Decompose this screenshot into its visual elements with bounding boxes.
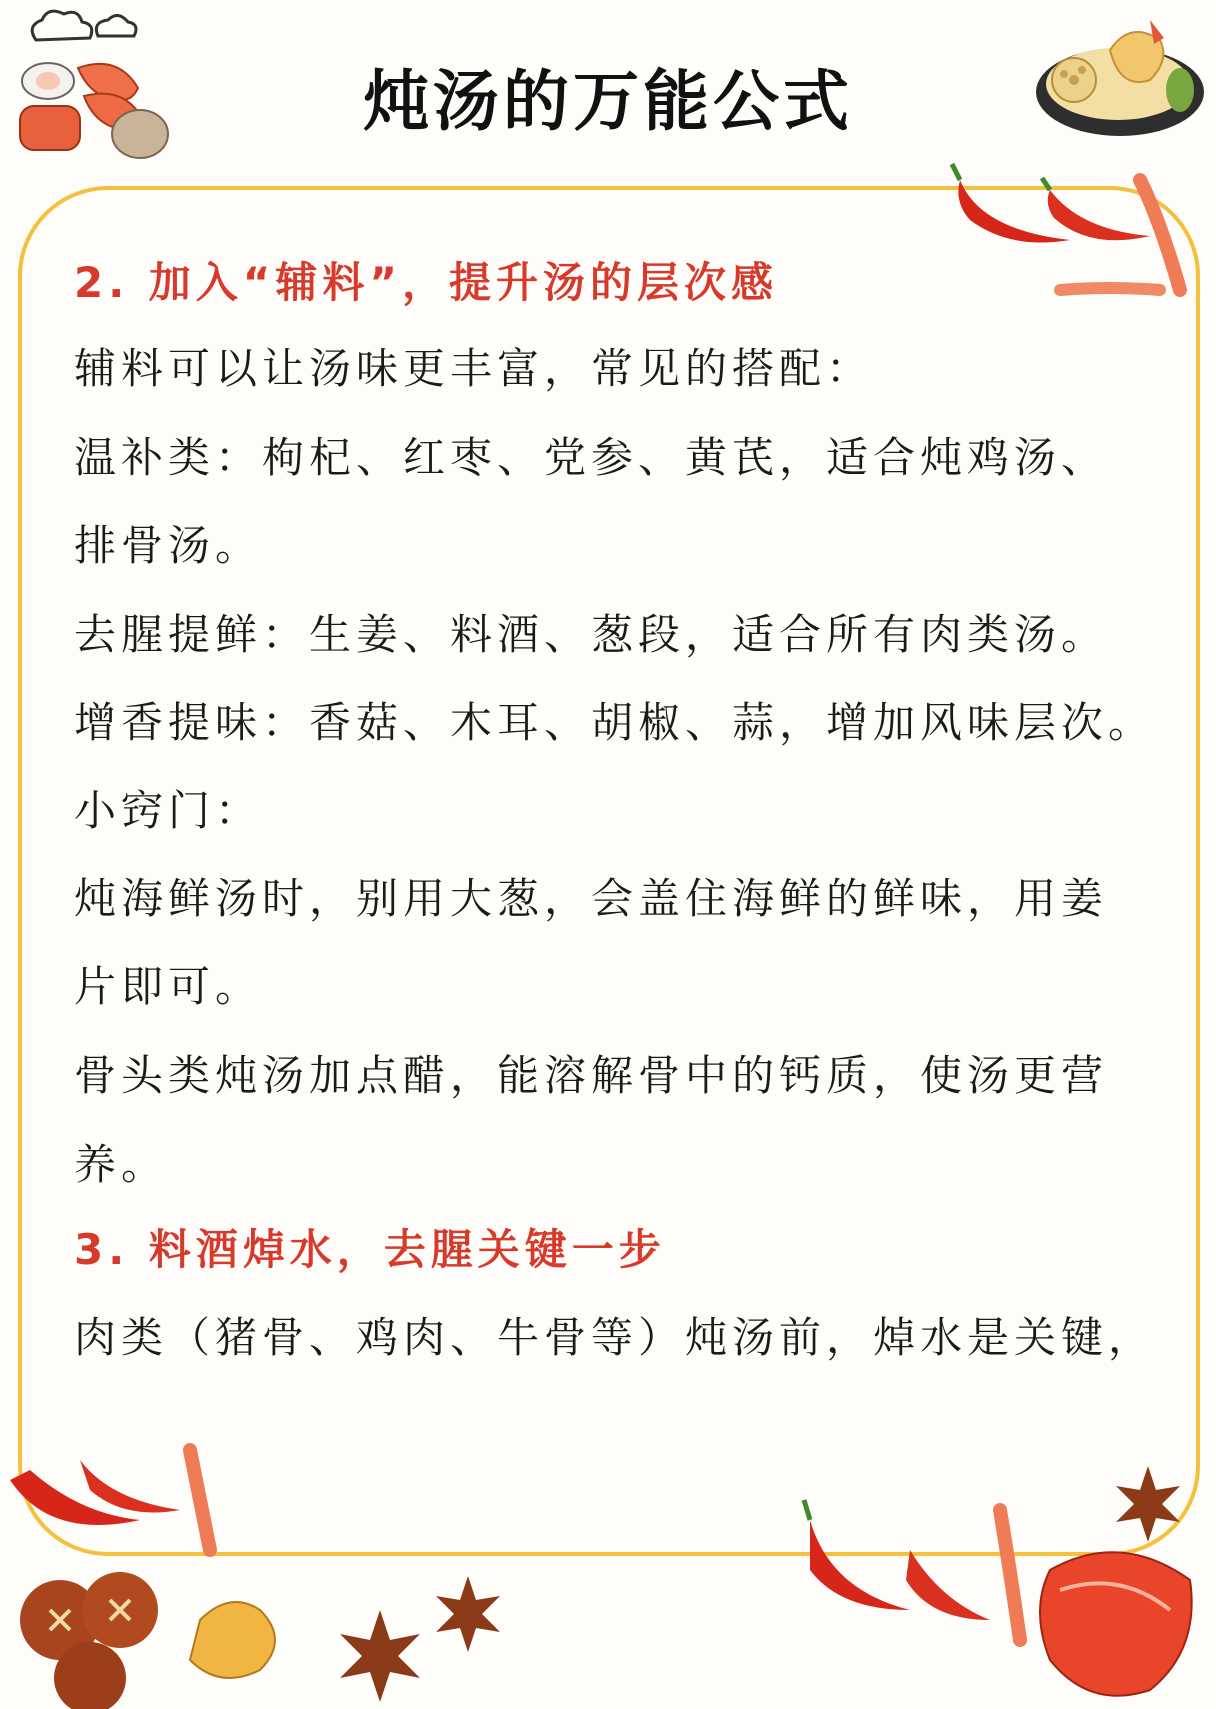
section-2-line: 增香提味：香菇、木耳、胡椒、蒜，增加风味层次。 xyxy=(74,698,1156,747)
section-3-line: 肉类（猪骨、鸡肉、牛骨等）炖汤前，焯水是关键， xyxy=(74,1313,1156,1362)
mushroom-ginger-illustration xyxy=(0,1560,520,1709)
section-2-line: 炖海鲜汤时，别用大葱，会盖住海鲜的鲜味，用姜 xyxy=(74,874,1109,923)
star-anise-icon xyxy=(340,1576,500,1702)
shrimp-chili-illustration xyxy=(800,1460,1216,1709)
section-2-line: 排骨汤。 xyxy=(74,521,263,570)
tempura-plate-illustration xyxy=(1030,10,1210,140)
section-2-heading: 2. 加入“辅料”，提升汤的层次感 xyxy=(74,258,779,307)
section-2-line: 温补类：枸杞、红枣、党参、黄芪，适合炖鸡汤、 xyxy=(74,433,1109,482)
chili-pepper-illustration xyxy=(940,160,1190,300)
section-3-heading: 3. 料酒焯水，去腥关键一步 xyxy=(74,1225,666,1274)
chili-pepper-illustration xyxy=(0,1440,220,1560)
page-title: 炖汤的万能公式 xyxy=(363,63,853,140)
section-2-line: 骨头类炖汤加点醋，能溶解骨中的钙质，使汤更营 xyxy=(74,1051,1109,1100)
cloud-doodle xyxy=(32,11,136,40)
section-2-line: 养。 xyxy=(74,1140,169,1189)
star-anise-icon xyxy=(1116,1466,1180,1542)
section-2-line: 辅料可以让汤味更丰富，常见的搭配： xyxy=(74,344,874,393)
section-2-line: 片即可。 xyxy=(74,962,263,1011)
section-2-line: 小窍门： xyxy=(74,786,263,835)
section-2-line: 去腥提鲜：生姜、料酒、葱段，适合所有肉类汤。 xyxy=(74,610,1109,659)
seafood-illustration xyxy=(8,6,178,166)
